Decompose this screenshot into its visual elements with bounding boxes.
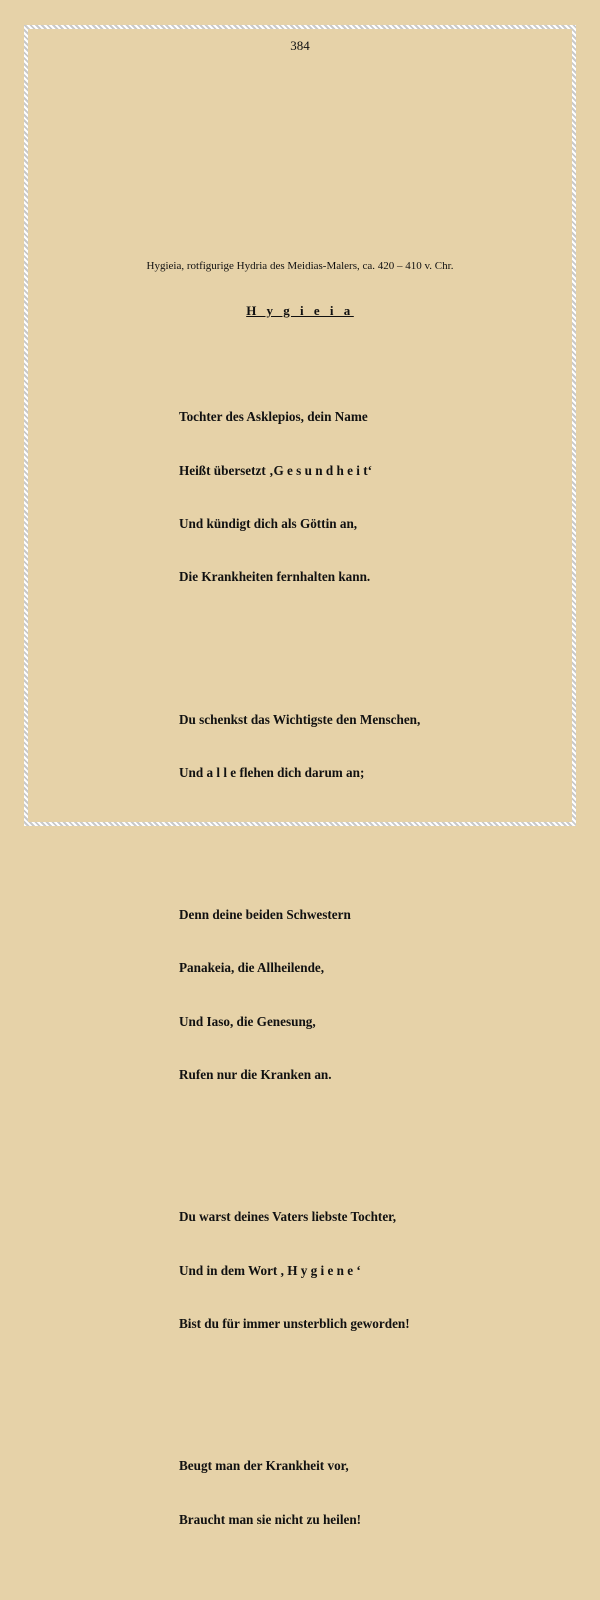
poem-line: Du schenkst das Wichtigste den Menschen, — [179, 711, 421, 727]
stanza-1 — [179, 373, 420, 622]
stanza-4 — [179, 1173, 420, 1369]
poem-line: Bist du für immer unsterblich geworden! — [179, 1316, 410, 1332]
poem-line: Und in dem Wort , H y g i e n e ‘ — [179, 1262, 361, 1278]
poem-line: Und Iaso, die Genesung, — [179, 1013, 316, 1029]
poem-body — [179, 337, 420, 1600]
poem-line: Rufen nur die Kranken an. — [179, 1067, 332, 1083]
stanza-2 — [179, 675, 420, 817]
stanza-5 — [179, 1422, 420, 1564]
poem-line: Tochter des Asklepios, dein Name — [179, 409, 368, 425]
poem-line: Du warst deines Vaters liebste Tochter, — [179, 1209, 397, 1225]
poem-line: Und kündigt dich als Göttin an, — [179, 515, 358, 531]
poem-line: Braucht man sie nicht zu heilen! — [179, 1511, 362, 1527]
poem-line: Die Krankheiten fernhalten kann. — [179, 569, 371, 585]
stanza-3 — [179, 871, 420, 1120]
page-number: 384 — [290, 38, 310, 53]
poem-line: Und a l l e flehen dich darum an; — [179, 764, 365, 780]
poem-line: Heißt übersetzt ‚G e s u n d h e i t‘ — [179, 462, 373, 478]
poem-line: Panakeia, die Allheilende, — [179, 960, 325, 976]
image-caption: Hygieia, rotfigurige Hydria des Meidias-Malers, ca. 420 – 410 v. Chr. — [146, 260, 454, 272]
poem-line: Denn deine beiden Schwestern — [179, 907, 351, 923]
poem-line: Beugt man der Krankheit vor, — [179, 1458, 349, 1474]
poem-title: H y g i e i a — [246, 303, 354, 318]
